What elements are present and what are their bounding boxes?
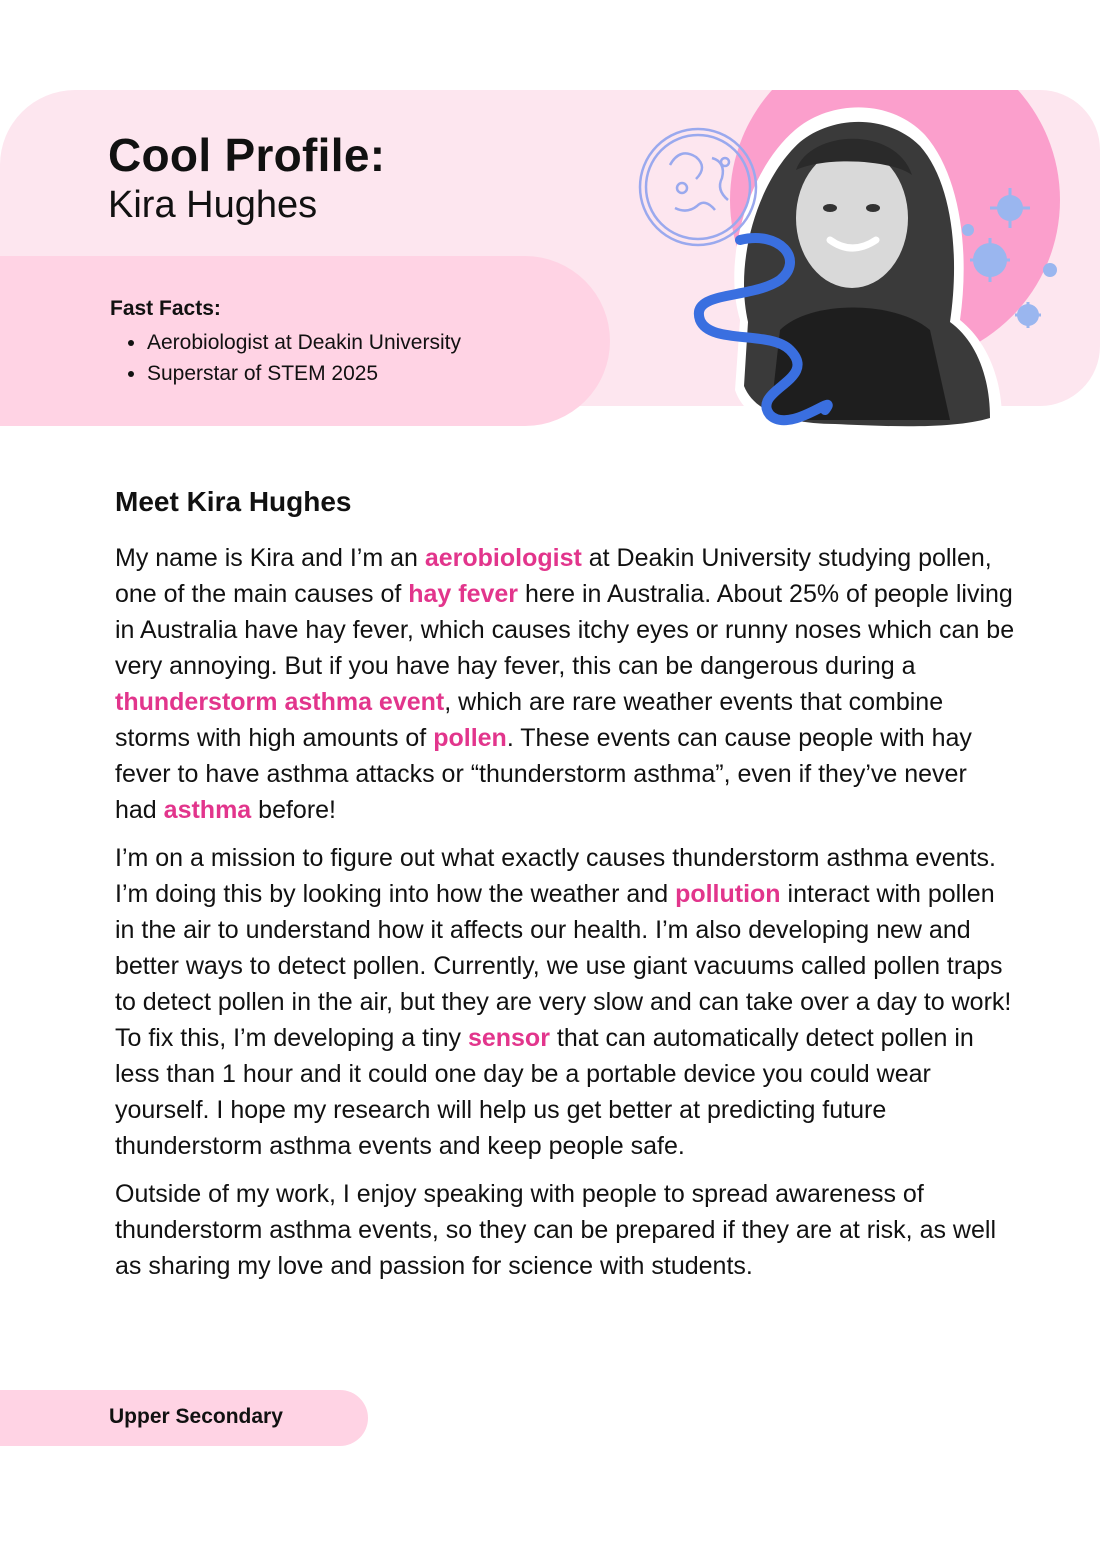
profile-name: Kira Hughes	[108, 184, 318, 226]
body-text-run: at Deakin University studying pollen, one of the main causes of	[115, 544, 992, 608]
portrait-illustration	[630, 90, 1100, 450]
body-paragraph: Outside of my work, I enjoy speaking with people to spread awareness of thunderstorm asthma events, so they can be prepared if they are at risk, as well as sharing my love and passion for science with students.	[115, 1180, 996, 1280]
page-title: Cool Profile:	[108, 129, 386, 181]
body-text-run: , which are rare weather events that combine storms with high amounts of	[115, 688, 944, 752]
body-text-run: . These events can cause people with hay fever to have asthma attacks or “thunderstorm asthma”, even if they’ve never had	[115, 724, 972, 824]
highlight-term: aerobiologist	[424, 544, 582, 572]
body-paragraph	[115, 840, 1015, 1164]
level-label: Upper Secondary	[109, 1405, 283, 1428]
fast-fact-item: • Aerobiologist at Deakin University	[147, 327, 461, 358]
highlight-term: pollen	[433, 724, 507, 752]
fast-fact-item: • Superstar of STEM 2025	[147, 358, 461, 389]
body-text-run: interact with pollen in the air to understand how it affects our health. I’m also developing new and better ways to detect pollen. Currently, we use giant vacuums called pollen traps to detect pollen in the air, but they are very slow and can take over a day to work! To fix this, I’m developing a tiny	[115, 880, 1012, 1052]
body-text-run: before!	[251, 796, 336, 824]
body-text-run: I’m on a mission to figure out what exactly causes thunderstorm asthma events. I’m doing this by looking into how the weather and	[115, 844, 996, 908]
highlight-term: pollution	[675, 880, 781, 908]
body-text-run: My name is Kira and I’m an	[115, 544, 425, 572]
portrait-graphic	[630, 90, 1100, 450]
highlight-term: asthma	[163, 796, 252, 824]
body-paragraph	[115, 540, 1015, 828]
highlight-term: sensor	[467, 1024, 550, 1052]
profile-body	[115, 540, 1015, 1296]
fast-facts-heading: Fast Facts:	[110, 297, 221, 320]
section-heading: Meet Kira Hughes	[115, 486, 352, 517]
title-block	[108, 128, 385, 228]
body-text-run: that can automatically detect pollen in less than 1 hour and it could one day be a portable device you could wear yourself. I hope my research will help us get better at predicting future thunderstorm asthma events and keep people safe.	[115, 1024, 974, 1160]
body-text-run: here in Australia. About 25% of people living in Australia have hay fever, which causes itchy eyes or runny noses which can be very annoying. But if you have hay fever, this can be dangerous during a	[115, 580, 1015, 680]
fast-facts-list	[110, 327, 461, 389]
highlight-term: hay fever	[408, 580, 519, 608]
highlight-term: thunderstorm asthma event	[115, 688, 445, 716]
